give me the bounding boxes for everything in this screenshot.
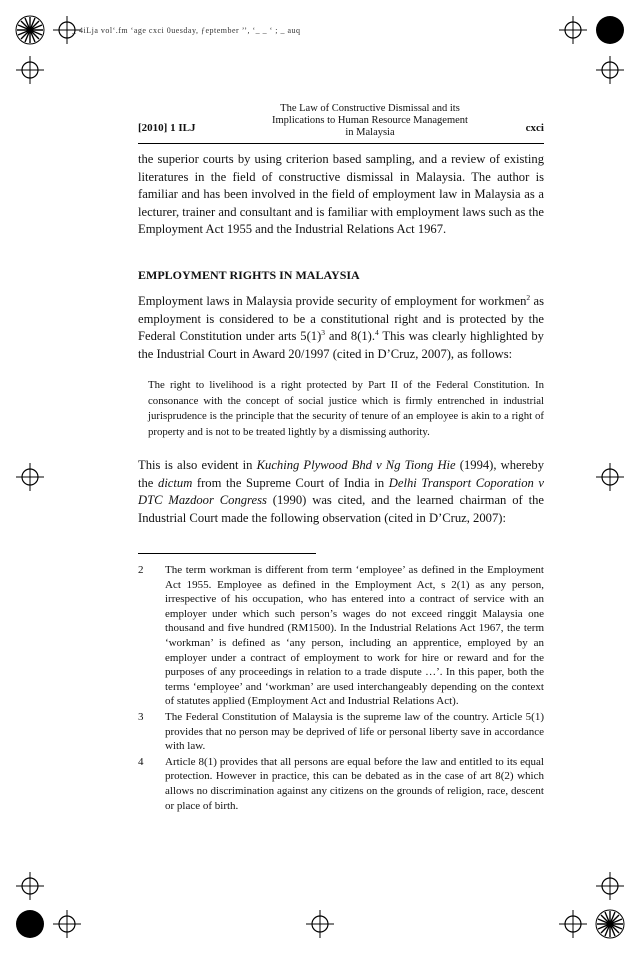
latin-term: dictum bbox=[158, 475, 193, 490]
running-header-title-line: Implications to Human Resource Management bbox=[272, 115, 468, 126]
footnote-ref: 4 bbox=[375, 328, 379, 337]
footnote-number: 4 bbox=[138, 755, 144, 768]
footnote-ref: 3 bbox=[321, 328, 326, 337]
para-text: This is also evident in bbox=[138, 458, 257, 472]
running-header-citation: [2010] 1 ILJ bbox=[138, 122, 196, 134]
paragraph-employment-rights bbox=[138, 293, 544, 363]
footnotes bbox=[138, 563, 544, 814]
footnote bbox=[138, 563, 544, 709]
case-name: Kuching Plywood Bhd v Ng Tiong Hie bbox=[256, 458, 456, 472]
para-text: (1990) was cited, and the learned chairman of the Industrial Court made the following observation (cited in D’Cruz, 2007): bbox=[138, 493, 544, 525]
running-header-title bbox=[240, 103, 500, 139]
header-rule bbox=[138, 143, 544, 144]
para-text: This was clearly highlighted by the Industrial Court in Award 20/1997 (cited in D’Cruz, 2007), as follows: bbox=[138, 329, 544, 361]
paragraph-intro: the superior courts by using criterion based sampling, and a review of existing literatures in the field of constructive dismissal in Malaysia. The author is familiar and has been involved in the field of employment law in Malaysia as a lecturer, trainer and consultant and is familiar with employment laws such as the Employment Act 1955 and the Industrial Relations Act 1967. bbox=[138, 152, 544, 237]
footnote-text: Article 8(1) provides that all persons are equal before the law and entitled to its equal protection. However in practice, this can be debated as in the case of art 8(2) which allows no discrimination against any citizens on the grounds of religion, race, descent or place of birth. bbox=[165, 755, 544, 812]
footnote bbox=[138, 755, 544, 813]
para-text: as employment is considered to be a constitutional right and is protected by the Federal Constitution under arts 5(1) bbox=[138, 294, 544, 344]
footnote-number: 2 bbox=[138, 564, 144, 576]
page-number: cxci bbox=[525, 122, 544, 134]
para-text: from the Supreme Court of India in bbox=[192, 475, 389, 490]
case-name: Delhi Transport Coporation v DTC Mazdoor Congress bbox=[138, 475, 544, 508]
para-text: and 8(1). bbox=[325, 329, 376, 344]
para-text: (1994), whereby the bbox=[138, 458, 544, 490]
block-quote: The right to livelihood is a right protected by Part II of the Federal Constitution. In consonance with the concept of social justice which is firmly entrenched in industrial jurisprudence is the principle that the security of tenure of an employee is akin to a right of property and is not to be treated lightly by a dismissing authority. bbox=[148, 379, 544, 438]
footnote-ref: 2 bbox=[526, 292, 531, 302]
running-header-title-line: in Malaysia bbox=[345, 127, 395, 138]
footnote bbox=[138, 710, 544, 754]
footnote-text: The term workman is different from term ‘employee’ as defined in the Employment Act 1955. Employee as defined in the Employment Act, s 2(1) as any person, irrespective of his occupation, who has entered into a contract of service with an employer under which such person’s wages do not exceed ringgit Malaysia one thousand and five hundred (RM1500). In the Industrial Relations Act 1967, the term ‘workman’ is defined as ‘any person, including an apprentice, employed by an employer under a contract of employment to work for hire or reward and for the purposes of any proceedings in relation to a trade dispute …’. In this paper, both the terms ‘employee’ and ‘workman’ are used interchangeably depending on the context of statutes applied (Employment Act and Industrial Relations Act). bbox=[165, 564, 544, 708]
para-text: Employment laws in Malaysia provide security of employment for workmen bbox=[138, 294, 527, 308]
section-heading: EMPLOYMENT RIGHTS IN MALAYSIA bbox=[138, 268, 360, 282]
footnote-number: 3 bbox=[138, 710, 144, 723]
running-header-title-line: The Law of Constructive Dismissal and its bbox=[280, 103, 460, 114]
footnote-text: The Federal Constitution of Malaysia is the supreme law of the country. Article 5(1) provides that no person may be deprived of life or personal liberty save in accordance with law. bbox=[165, 710, 544, 753]
file-slug: _ 4iLja vol‘.fm ‘age cxci 0uesday, ƒeptember ’’, ‘_ _ ‘ ; _ auq bbox=[72, 26, 301, 35]
footnote-rule bbox=[138, 553, 316, 554]
paragraph-case-law bbox=[138, 457, 544, 527]
